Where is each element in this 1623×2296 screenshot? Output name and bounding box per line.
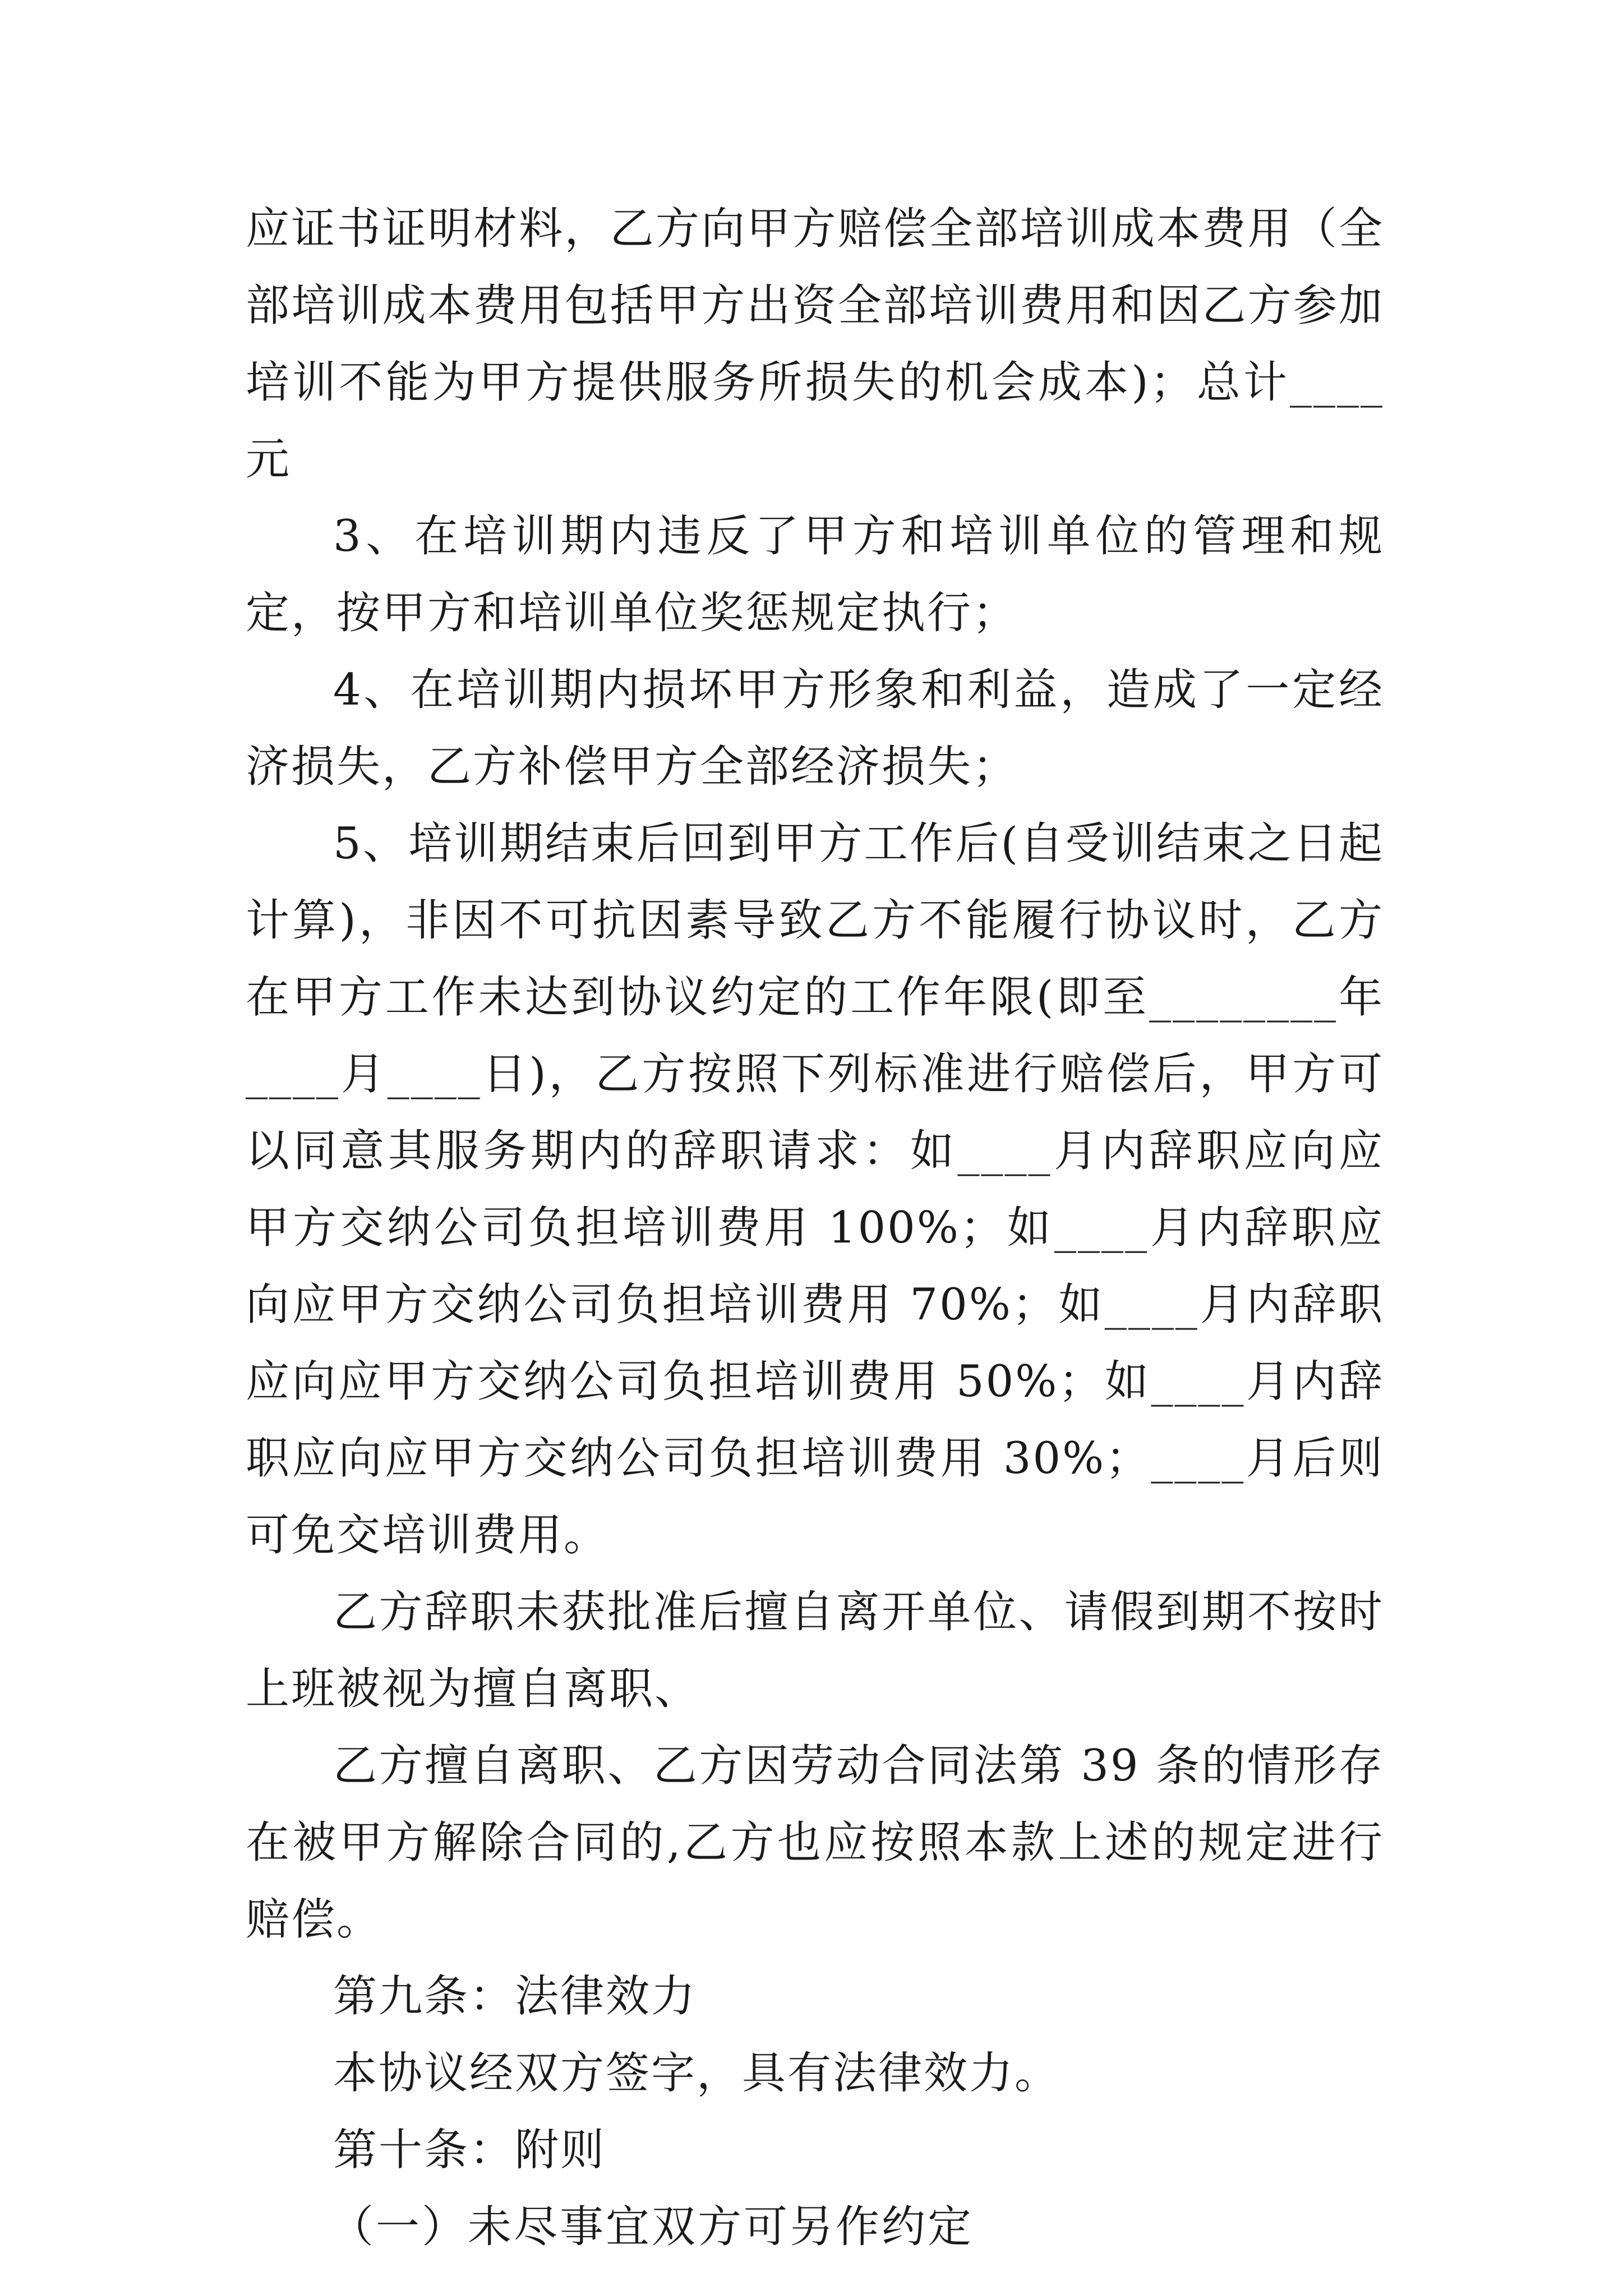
paragraph-supplementary-item-1: （一）未尽事宜双方可另作约定 <box>330 2202 974 2252</box>
paragraph-clause-3: 3、在培训期内违反了甲方和培训单位的管理和规定，按甲方和培训单位奖惩规定执行； <box>246 511 1384 638</box>
paragraph-clause-5: 5、培训期结束后回到甲方工作后(自受训结束之日起计算)，非因不可抗因素导致乙方不能履行协议时，乙方在甲方工作未达到协议约定的工作年限(即至________年____月____日)，乙方按照下列标准进行赔偿后，甲方可以同意其服务期内的辞职请求：如____月内辞职应向应甲方交纳公司负担培训费用 100%；如____月内辞职应向应甲方交纳公司负担培训费用 70%；如____月内辞职应向应甲方交纳公司负担培训费用 50%；如____月内辞职应向应甲方交纳公司负担培训费用 30%；____月后则可免交培训费用。 <box>246 818 1384 1561</box>
paragraph-training-cost-compensation: 应证书证明材料，乙方向甲方赔偿全部培训成本费用（全部培训成本费用包括甲方出资全部培训费用和因乙方参加培训不能为甲方提供服务所损失的机会成本)；总计____元 <box>246 204 1384 485</box>
paragraph-unauthorized-leave: 乙方辞职未获批准后擅自离开单位、请假到期不按时上班被视为擅自离职、 <box>246 1587 1384 1714</box>
heading-article-10: 第十条：附则 <box>333 2125 606 2175</box>
paragraph-contract-termination: 乙方擅自离职、乙方因劳动合同法第 39 条的情形存在被甲方解除合同的,乙方也应按照本款上述的规定进行赔偿。 <box>246 1741 1384 1945</box>
document-body <box>246 191 1384 2266</box>
paragraph-legal-effect: 本协议经双方签字，具有法律效力。 <box>333 2048 1061 2099</box>
paragraph-clause-4: 4、在培训期内损坏甲方形象和利益，造成了一定经济损失，乙方补偿甲方全部经济损失； <box>246 665 1384 792</box>
heading-article-9: 第九条：法律效力 <box>333 1971 697 2022</box>
